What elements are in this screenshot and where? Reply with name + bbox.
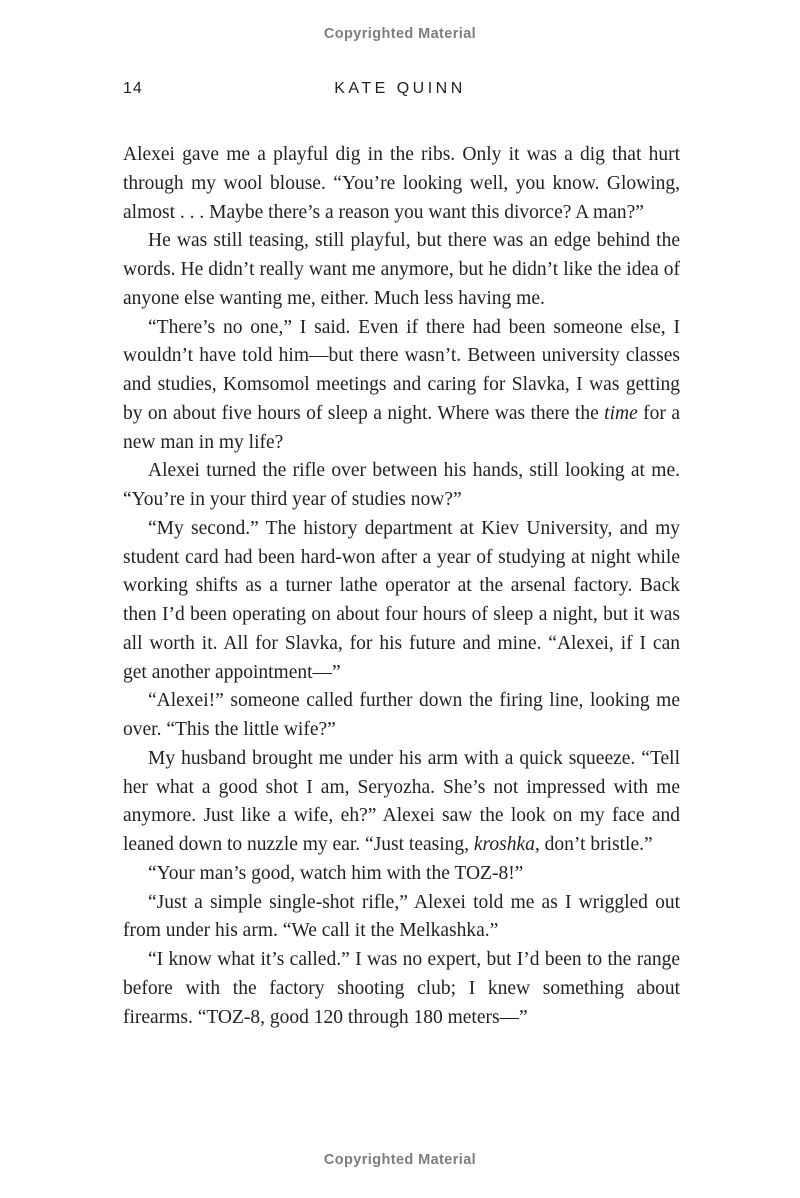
paragraph: “Just a simple single-shot rifle,” Alexei told me as I wriggled out from under his arm. “We call it the Melkashka.” [123, 891, 680, 942]
paragraph: My husband brought me under his arm with a quick squeeze. “Tell her what a good shot I am, Seryozha. She’s not impressed with me anymore. Just like a wife, eh?” Alexei saw the look on my face and leaned down to nuzzle my ear. “Just teasing, kroshka, don’t bristle.” [123, 747, 680, 855]
page-number: 14 [123, 80, 143, 97]
paragraph: Alexei gave me a playful dig in the ribs. Only it was a dig that hurt through my wool blouse. “You’re looking well, you know. Glowing, almost . . . Maybe there’s a reason you want this divorce? A man?” [123, 144, 680, 223]
paragraph: “Alexei!” someone called further down the firing line, looking me over. “This the little wife?” [123, 690, 680, 740]
paragraph: He was still teasing, still playful, but there was an edge behind the words. He didn’t really want me anymore, but he didn’t like the idea of anyone else wanting me, either. Much less having me. [123, 230, 680, 309]
paragraph: “There’s no one,” I said. Even if there had been someone else, I wouldn’t have told him—but there wasn’t. Between university classes and studies, Komsomol meetings and caring for Slavka, I was getting by on about five hours of sleep a night. Where was there the time for a new man in my life? [123, 316, 680, 453]
paragraph: Alexei turned the rifle over between his hands, still looking at me. “You’re in your third year of studies now?” [123, 460, 680, 510]
running-head-row [0, 80, 800, 100]
paragraph: “Your man’s good, watch him with the TOZ-8!” [148, 862, 524, 884]
paragraph: “My second.” The history department at Kiev University, and my student card had been hard-won after a year of studying at night while working shifts as a turner lathe operator at the arsenal factory. Back then I’d been operating on about four hours of sleep a night, but it was all worth it. All for Slavka, for his future and mine. “Alexei, if I can get another appointment—” [123, 517, 680, 683]
paragraph: “I know what it’s called.” I was no expert, but I’d been to the range before with the factory shooting club; I knew something about firearms. “TOZ-8, good 120 through 180 meters—” [123, 949, 680, 1028]
copyright-notice-top: Copyrighted Material [323, 26, 477, 42]
copyright-notice-bottom: Copyrighted Material [323, 1152, 477, 1168]
body-text [123, 141, 680, 1032]
running-head-author: KATE QUINN [334, 80, 466, 97]
